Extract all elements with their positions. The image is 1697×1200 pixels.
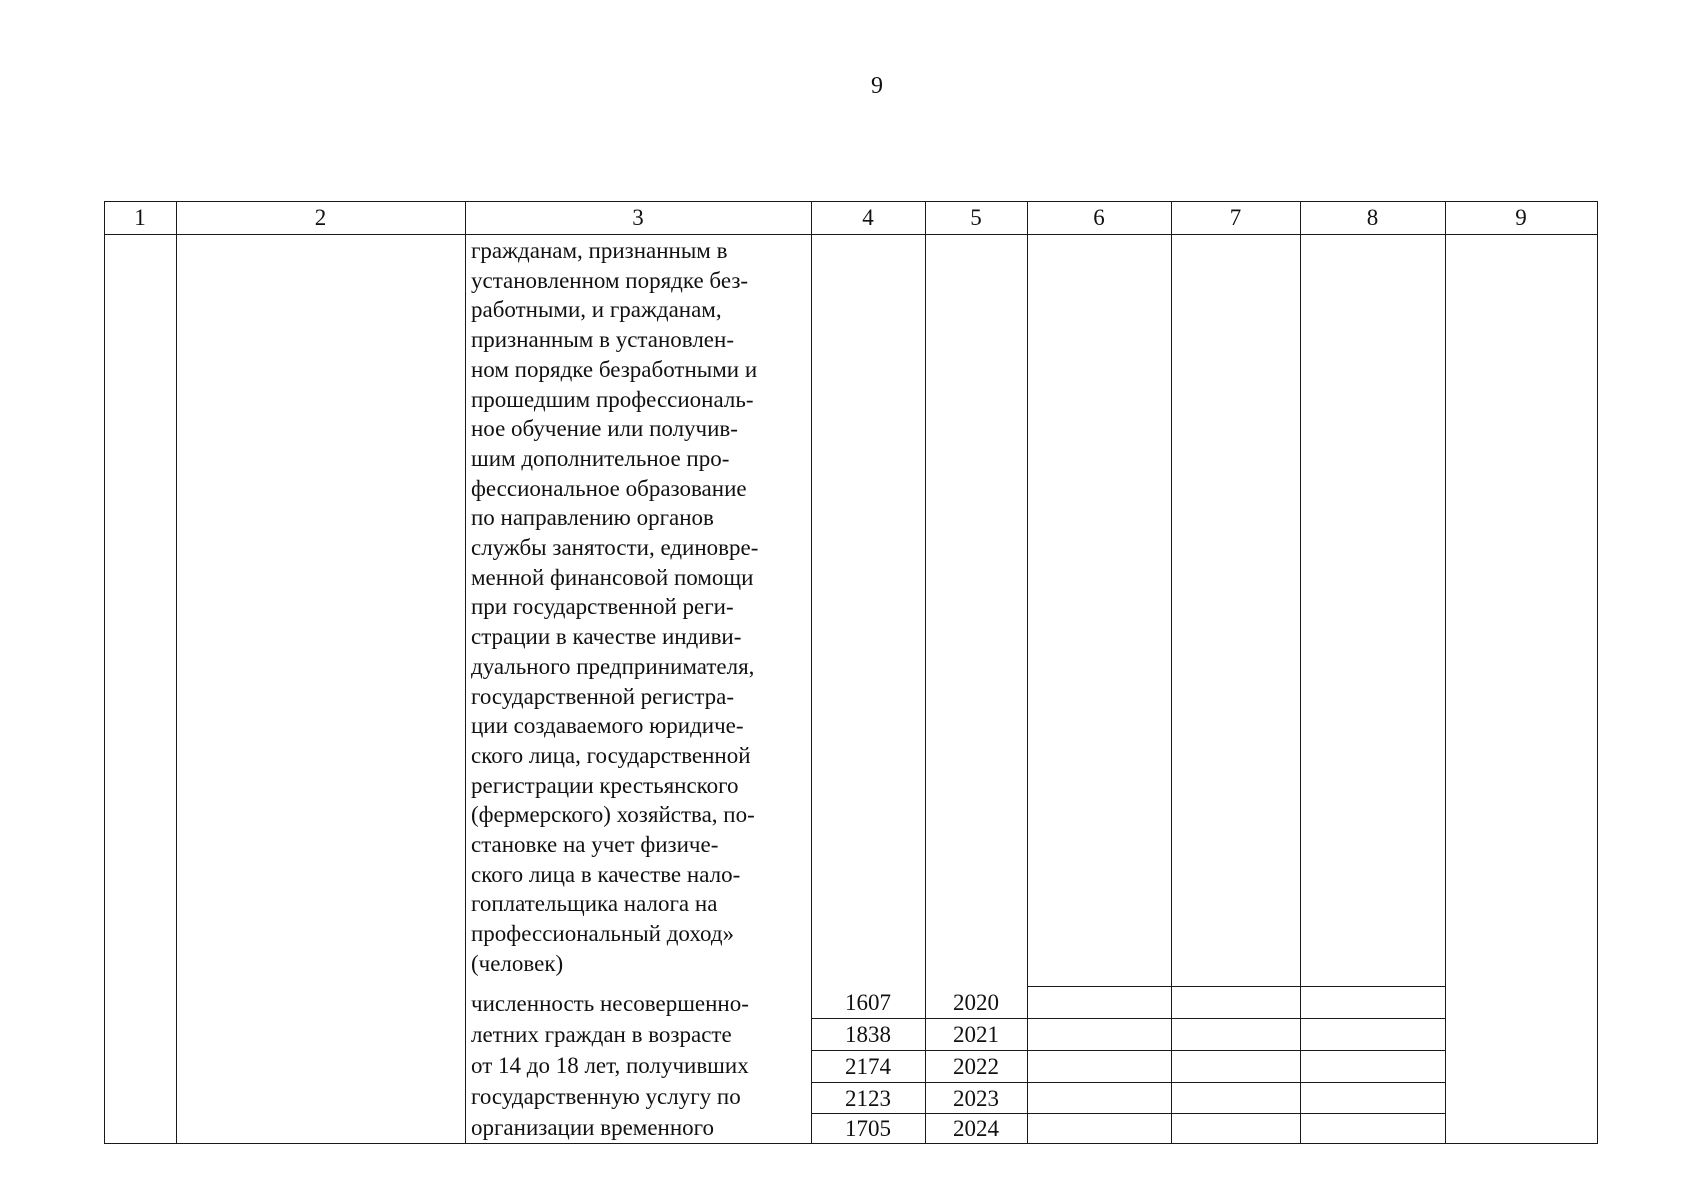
text-line: ное обучение или получив-	[471, 416, 738, 442]
header-divider	[104, 234, 1598, 235]
column-header: 2	[314, 205, 327, 230]
column-divider	[1171, 201, 1172, 1144]
text-line: гражданам, признанным в	[471, 238, 728, 263]
year-value: 2022	[953, 1054, 999, 1079]
text-line: признанным в установлен-	[471, 327, 734, 353]
text-line: шим дополнительное про-	[471, 445, 730, 471]
text-line: работными, и гражданам,	[471, 297, 722, 323]
column-divider	[1300, 201, 1301, 1144]
table-border-top	[104, 201, 1598, 202]
text-line: установленном порядке без-	[471, 267, 749, 293]
column-divider	[1445, 201, 1446, 1144]
text-line: от 14 до 18 лет, получивших	[471, 1053, 749, 1078]
text-line: фессиональное образование	[471, 475, 747, 501]
text-line: менной финансовой помощи	[471, 564, 754, 590]
text-line: ном порядке безработными и	[471, 356, 758, 382]
indicator-value: 2123	[845, 1086, 891, 1111]
text-line: (человек)	[471, 950, 564, 976]
text-line: становке на учет физиче-	[471, 832, 719, 858]
text-line: по направлению органов	[471, 505, 714, 531]
column-divider	[1027, 201, 1028, 1144]
text-line: профессиональный доход»	[471, 921, 735, 947]
text-line: ского лица, государственной	[471, 742, 751, 768]
text-line: регистрации крестьянского	[471, 772, 739, 798]
text-line: страции в качестве индиви-	[471, 624, 742, 650]
text-line: государственную услугу по	[471, 1084, 741, 1109]
column-header: 8	[1366, 205, 1379, 230]
year-value: 2020	[953, 990, 999, 1015]
text-line: государственной регистра-	[471, 683, 735, 709]
column-header: 7	[1229, 205, 1242, 230]
column-header: 1	[134, 205, 146, 230]
year-value: 2023	[953, 1086, 999, 1111]
year-value: 2024	[953, 1116, 999, 1141]
indicator-description	[471, 236, 808, 979]
text-line: организации временного	[471, 1115, 715, 1140]
text-line: прошедшим профессиональ-	[471, 386, 754, 412]
text-line: при государственной реги-	[471, 594, 734, 620]
column-header: 5	[970, 205, 982, 230]
row-divider	[1027, 986, 1446, 987]
column-header: 9	[1515, 205, 1527, 230]
column-header: 4	[862, 205, 874, 230]
indicator-value: 1838	[845, 1022, 891, 1047]
column-header: 6	[1093, 205, 1105, 230]
table-border-right	[1597, 201, 1598, 1144]
data-table	[104, 201, 1598, 1144]
text-line: службы занятости, единовре-	[471, 535, 759, 561]
text-line: ского лица в качестве нало-	[471, 861, 741, 887]
column-header: 3	[632, 205, 644, 230]
column-divider	[176, 201, 177, 1144]
text-line: численность несовершенно-	[471, 991, 749, 1016]
text-line: гоплательщика налога на	[471, 891, 718, 917]
indicator-value: 1607	[845, 990, 891, 1015]
indicator-description	[471, 988, 808, 1143]
text-line: дуального предпринимателя,	[471, 653, 755, 679]
text-line: (фермерского) хозяйства, по-	[471, 802, 755, 828]
indicator-value: 1705	[845, 1116, 891, 1141]
text-line: ции создаваемого юридиче-	[471, 713, 744, 739]
page-number: 9	[871, 73, 883, 99]
indicator-value: 2174	[845, 1054, 891, 1079]
text-line: летних граждан в возрасте	[471, 1022, 732, 1047]
table-border-left	[104, 201, 105, 1144]
column-divider	[465, 201, 466, 1144]
year-value: 2021	[953, 1022, 999, 1047]
